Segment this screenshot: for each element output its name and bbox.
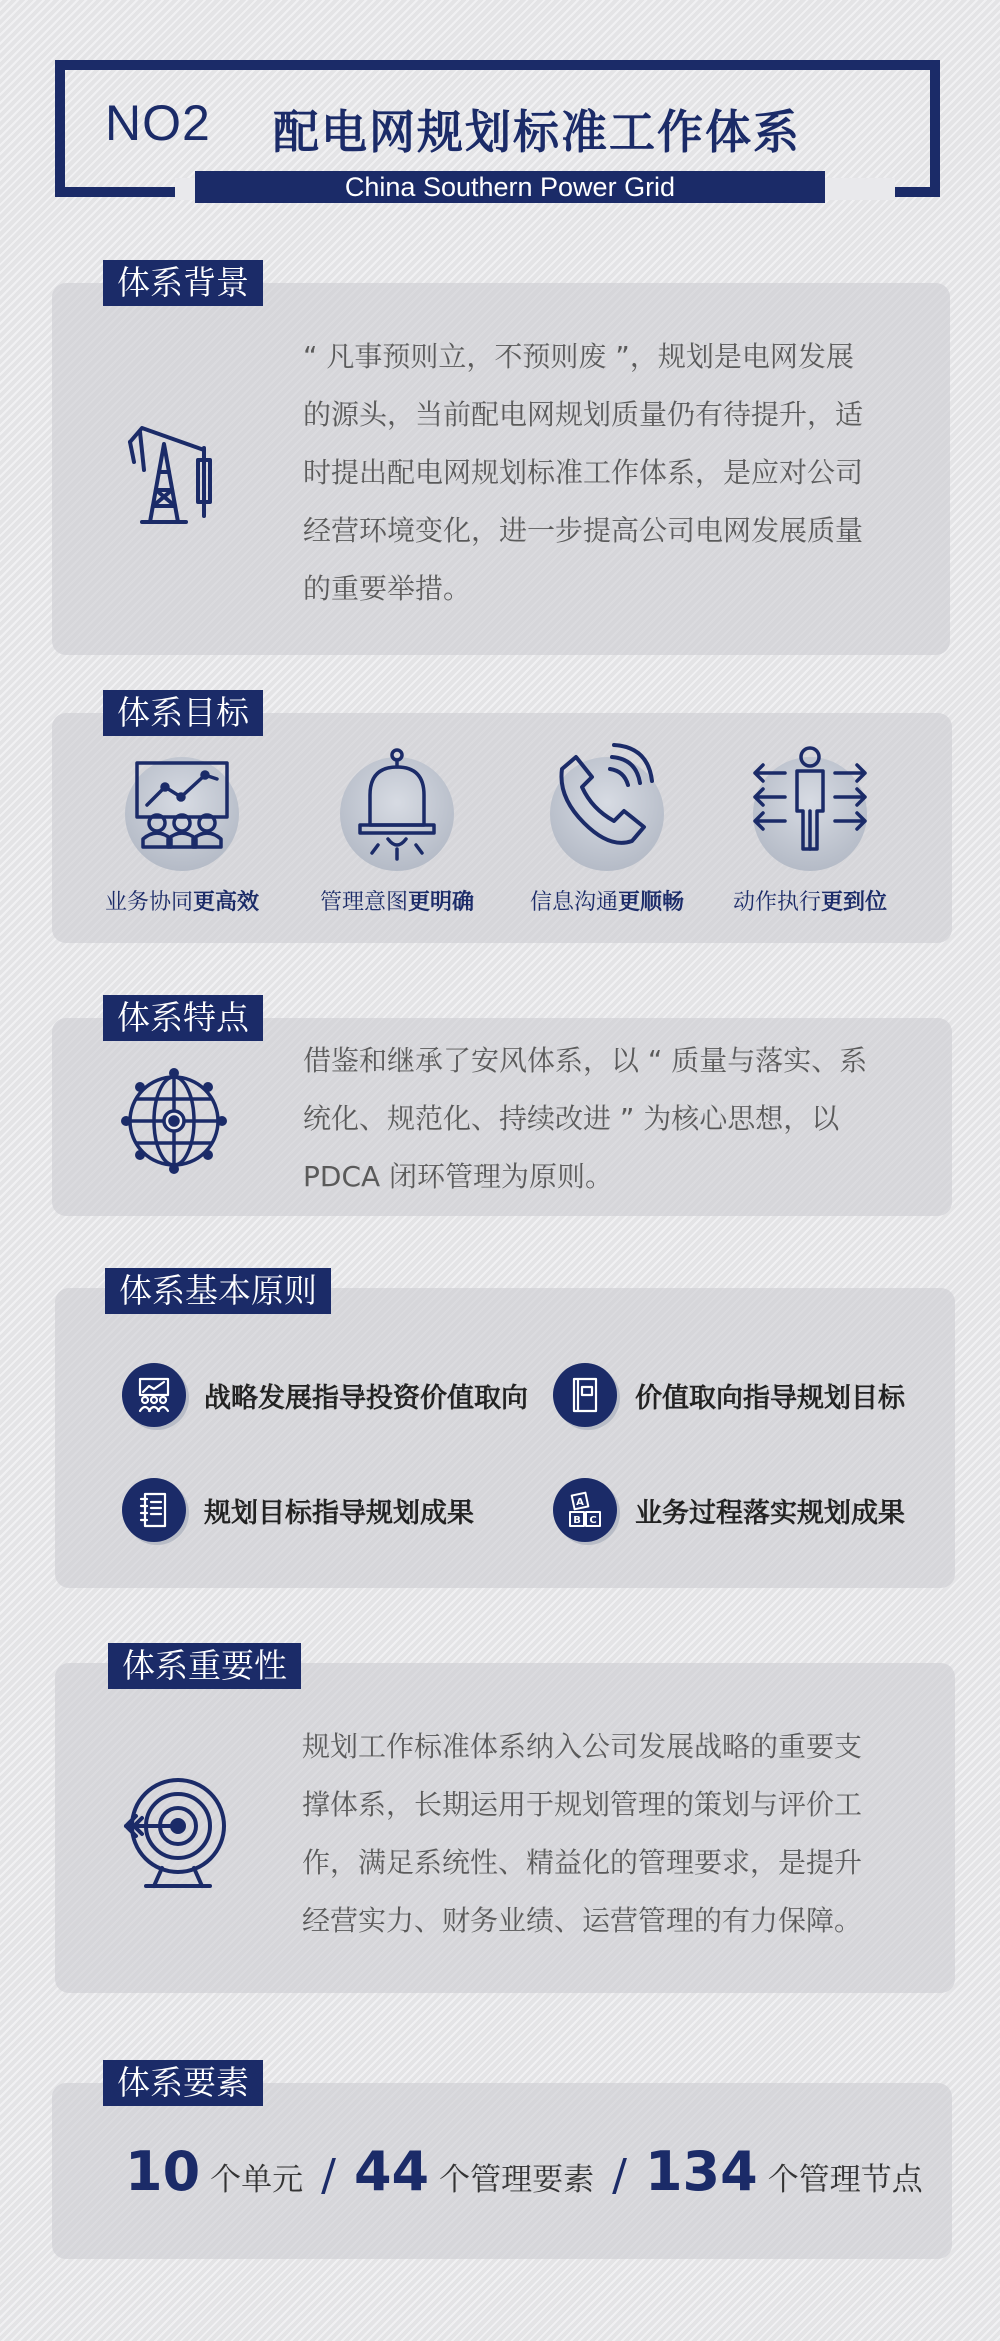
principle-item: A B C 业务过程落实规划成果	[553, 1478, 905, 1542]
svg-text:A: A	[576, 1497, 584, 1508]
svg-text:C: C	[589, 1515, 597, 1526]
goal-item: 业务协同更高效	[82, 757, 282, 916]
person-arrows-icon	[743, 739, 877, 873]
header-subtitle: China Southern Power Grid	[195, 171, 825, 203]
target-icon	[118, 1772, 234, 1890]
principle-item: 战略发展指导投资价值取向	[122, 1363, 528, 1427]
principles-card	[55, 1288, 955, 1588]
principles-tag: 体系基本原则	[105, 1268, 331, 1314]
header-number: NO2	[105, 95, 211, 151]
background-tag: 体系背景	[103, 260, 263, 306]
presentation-team-icon	[115, 739, 249, 873]
features-text: 借鉴和继承了安风体系，以 “ 质量与落实、系 统化、规范化、持续改进 ” 为核心思想，以 PDCA 闭环管理为原则。	[303, 1044, 868, 1193]
notebook-icon	[134, 1490, 174, 1530]
management-nodes-count: 134	[644, 2140, 758, 2203]
units-count: 10	[125, 2140, 201, 2203]
management-elements-count: 44	[353, 2140, 430, 2203]
abc-blocks-icon	[565, 1490, 605, 1530]
phone-icon	[540, 739, 674, 873]
book-icon	[565, 1375, 605, 1415]
globe-network-icon	[118, 1065, 230, 1177]
principle-item: 规划目标指导规划成果	[122, 1478, 474, 1542]
page-header	[55, 60, 940, 202]
page-title: 配电网规划标准工作体系	[273, 105, 801, 159]
chart-team-icon	[134, 1375, 174, 1415]
elements-summary: 10 个单元 / 44 个管理要素 / 134 个管理节点	[125, 2140, 923, 2203]
elements-tag: 体系要素	[103, 2060, 263, 2106]
goal-item: 信息沟通更顺畅	[507, 757, 707, 916]
svg-text:B: B	[573, 1515, 581, 1526]
importance-text: 规划工作标准体系纳入公司发展战略的重要支 撑体系，长期运用于规划管理的策划与评价工 作，满足系统性、精益化的管理要求，是提升 经营实力、财务业绩、运营管理的有力保障。	[302, 1730, 863, 1937]
background-text: “ 凡事预则立，不预则废 ”，规划是电网发展 的源头，当前配电网规划质量仍有待提升，适 时提出配电网规划标准工作体系，是应对公司 经营环境变化，进一步提高公司电网发展质量 的重要举措。	[303, 340, 864, 605]
importance-tag: 体系重要性	[108, 1643, 301, 1689]
principle-item: 价值取向指导规划目标	[553, 1363, 905, 1427]
goal-item: 动作执行更到位	[710, 757, 910, 916]
features-tag: 体系特点	[103, 995, 263, 1041]
goals-tag: 体系目标	[103, 690, 263, 736]
bell-icon	[330, 739, 464, 873]
oil-pump-icon	[120, 420, 230, 525]
goal-item: 管理意图更明确	[297, 757, 497, 916]
